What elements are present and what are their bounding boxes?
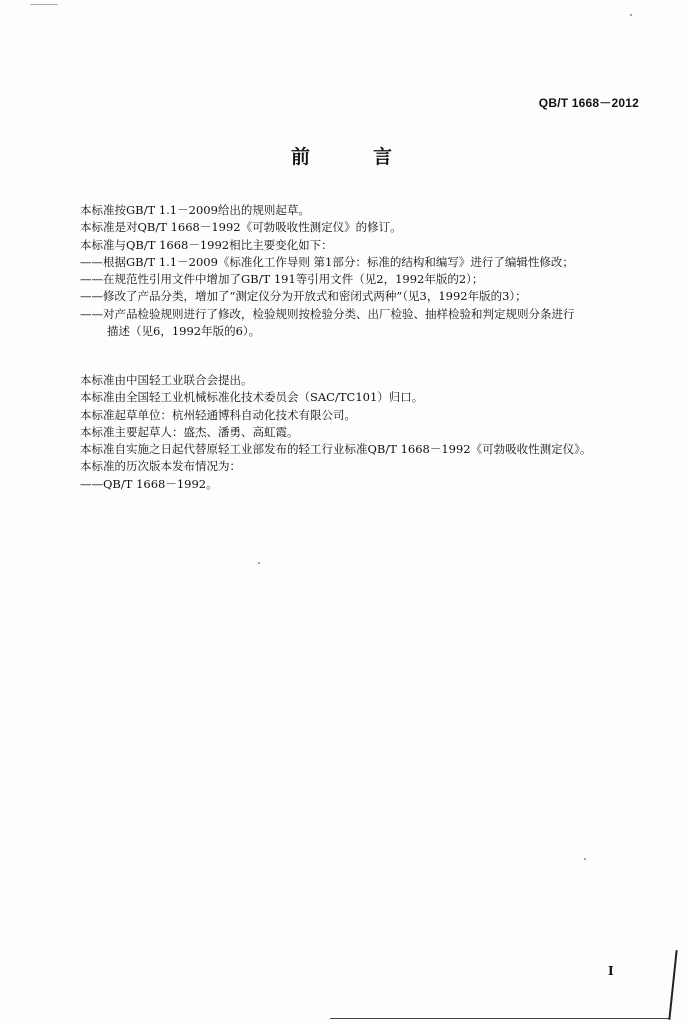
version-history-item: ——QB/T 1668－1992。 (80, 476, 218, 491)
change-item: ——在规范性引用文件中增加了GB/T 191等引用文件（见2，1992年版的2）； (80, 272, 484, 287)
bottom-rule (330, 1018, 670, 1019)
change-item: ——修改了产品分类，增加了“测定仪分为开放式和密闭式两种”（见3，1992年版的3）； (80, 289, 527, 304)
foreword-line: 本标准起草单位：杭州轻通博科自动化技术有限公司。 (80, 407, 356, 422)
foreword-line: 本标准由中国轻工业联合会提出。 (80, 373, 253, 387)
change-item: ——对产品检验规则进行了修改，检验规则按检验分类、出厂检验、抽样检验和判定规则分条进行 (80, 306, 575, 321)
scan-edge-mark (668, 950, 677, 1020)
page-number: I (608, 964, 614, 978)
foreword-line: 本标准是对QB/T 1668－1992《可勃吸收性测定仪》的修订。 (80, 220, 402, 235)
foreword-line: 本标准主要起草人：盛杰、潘勇、高虹霞。 (80, 424, 299, 439)
change-item: ——根据GB/T 1.1－2009《标准化工作导则 第1部分：标准的结构和编写》进行了编辑性修改； (80, 254, 574, 269)
foreword-line: 本标准自实施之日起代替原轻工业部发布的轻工行业标准QB/T 1668－1992《可勃吸收性测定仪》。 (80, 442, 592, 457)
page-title: 前 言 (290, 146, 414, 168)
foreword-line: 本标准由全国轻工业机械标准化技术委员会（SAC/TC101）归口。 (80, 390, 424, 405)
scan-speck (258, 562, 260, 564)
scan-speck (630, 14, 632, 16)
scan-speck (30, 4, 58, 5)
scan-speck (584, 858, 586, 860)
change-item-continuation: 描述（见6，1992年版的6）。 (107, 324, 261, 339)
foreword-line: 本标准的历次版本发布情况为： (80, 459, 241, 474)
foreword-line: 本标准与QB/T 1668－1992相比主要变化如下： (80, 237, 333, 252)
foreword-block-1 (80, 202, 650, 340)
standard-code: QB/T 1668－2012 (538, 96, 639, 110)
foreword-line: 本标准按GB/T 1.1－2009给出的规则起草。 (80, 203, 310, 217)
foreword-block-2 (80, 372, 650, 493)
